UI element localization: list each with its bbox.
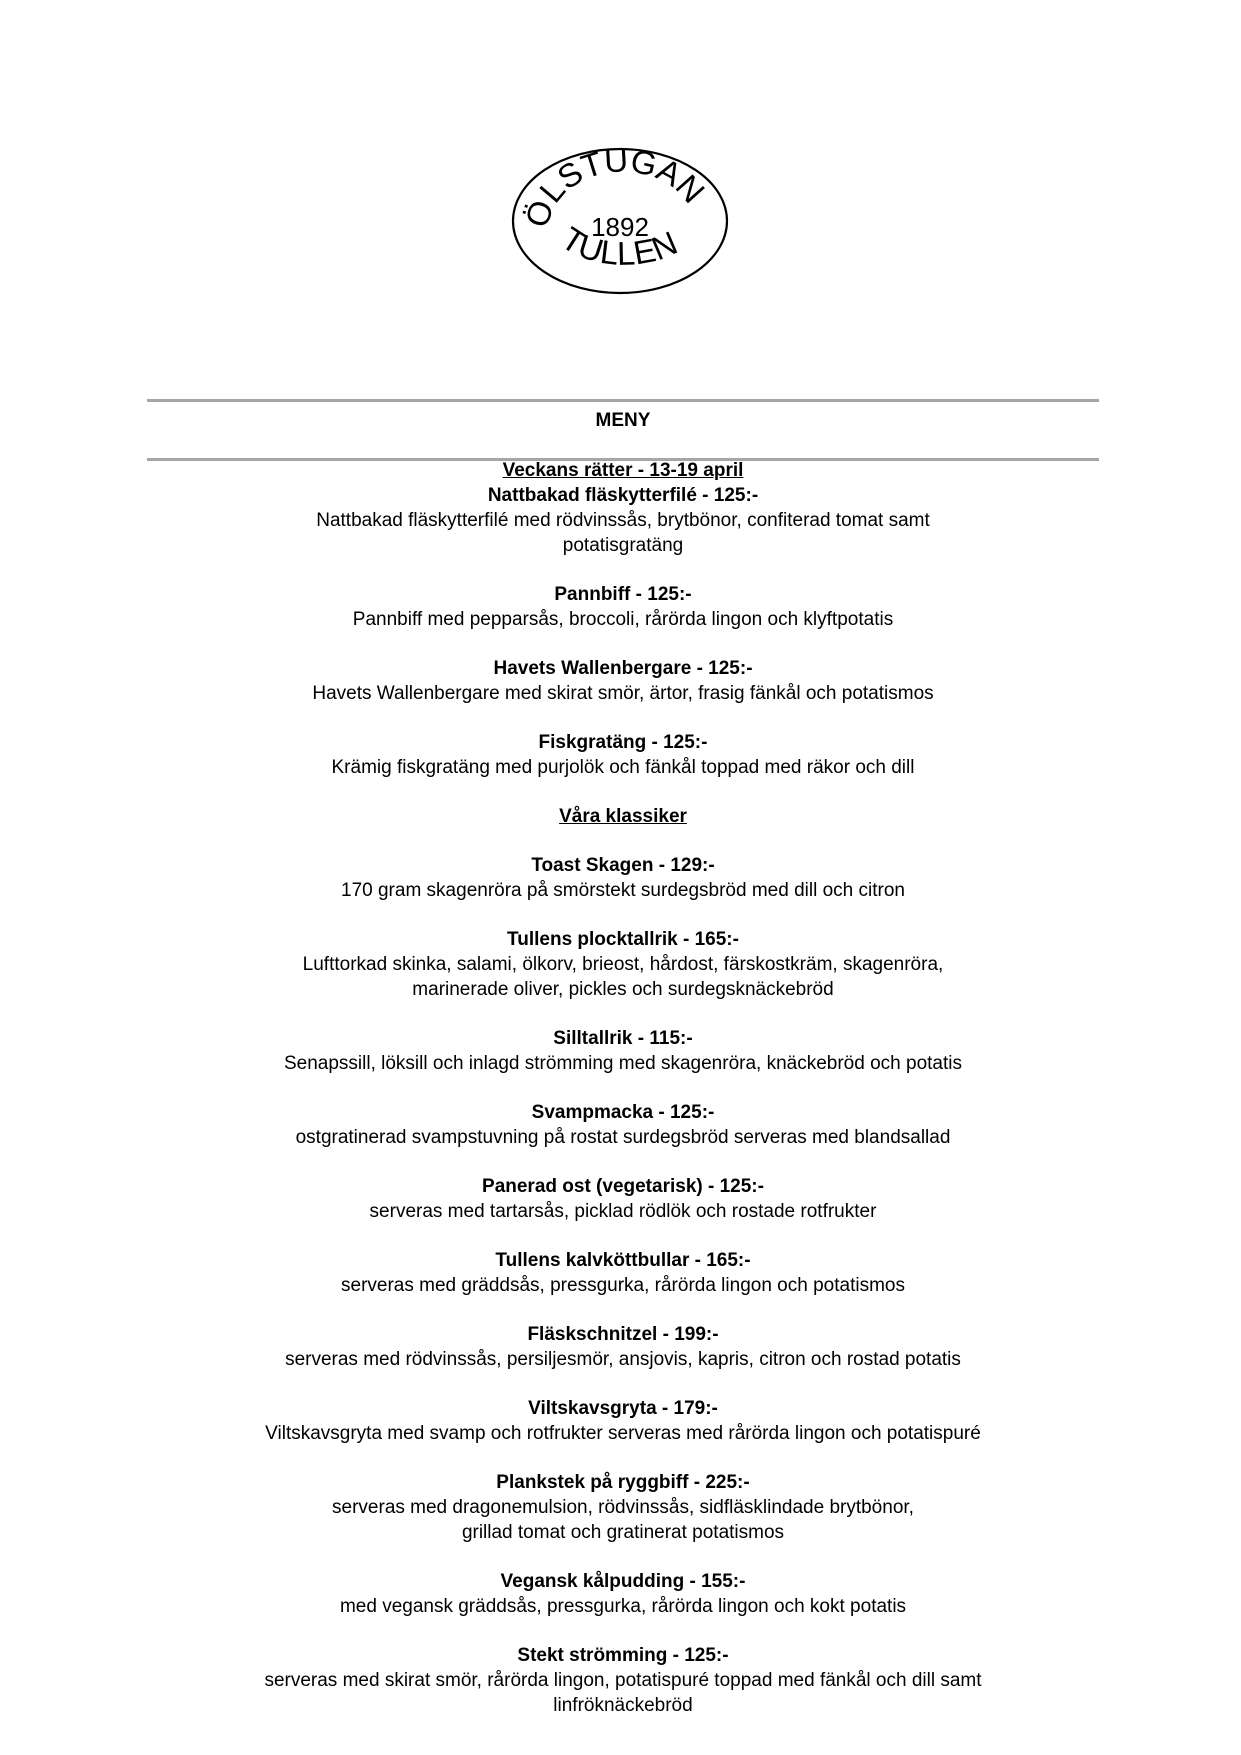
logo: [510, 146, 730, 296]
dish-description: ostgratinerad svampstuvning på rostat surdegsbröd serveras med blandsallad: [295, 1127, 951, 1148]
dish-name: Toast Skagen - 129:-: [531, 855, 715, 876]
spacer: [147, 1446, 1099, 1470]
menu-item: [147, 483, 1099, 582]
menu-item: [147, 1026, 1099, 1100]
spacer: [147, 1076, 1099, 1100]
spacer: [147, 1298, 1099, 1322]
menu-title: MENY: [595, 410, 651, 431]
logo-emblem: [510, 146, 730, 296]
menu-item: [147, 582, 1099, 656]
dish-description: Krämig fiskgratäng med purjolök och fänkål toppad med räkor och dill: [331, 757, 915, 778]
dish-name: Plankstek på ryggbiff - 225:-: [496, 1472, 750, 1493]
menu-item: [147, 1569, 1099, 1643]
menu-item: [147, 1174, 1099, 1248]
spacer: [147, 1545, 1099, 1569]
dish-description: serveras med skirat smör, rårörda lingon, potatispuré toppad med fänkål och dill samt linfröknäckebröd: [264, 1670, 982, 1716]
dish-description: serveras med gräddsås, pressgurka, rårörda lingon och potatismos: [341, 1275, 905, 1296]
spacer: [147, 1224, 1099, 1248]
dish-description: Lufttorkad skinka, salami, ölkorv, brieost, hårdost, färskostkräm, skagenröra, marinerade oliver, pickles och surdegsknäckebröd: [302, 954, 944, 1000]
spacer: [147, 829, 1099, 853]
spacer: [147, 1619, 1099, 1643]
menu-item: [147, 1470, 1099, 1569]
menu-item: [147, 656, 1099, 730]
menu-item: [147, 853, 1099, 927]
spacer: [147, 1718, 1099, 1742]
spacer: [147, 706, 1099, 730]
dish-name: Vegansk kålpudding - 155:-: [500, 1571, 746, 1592]
dish-name: Tullens kalvköttbullar - 165:-: [495, 1250, 751, 1271]
dish-name: Nattbakad fläskytterfilé - 125:-: [487, 485, 759, 506]
menu-item: [147, 1643, 1099, 1742]
classics-section-title: Våra klassiker: [559, 806, 687, 827]
menu-item: [147, 1322, 1099, 1396]
classics-dish-list: [147, 853, 1099, 1742]
menu-item: [147, 730, 1099, 804]
logo-bottom-text: TULLEN: [555, 219, 683, 272]
spacer: [147, 1372, 1099, 1396]
menu-item: [147, 927, 1099, 1026]
dish-description: serveras med rödvinssås, persiljesmör, ansjovis, kapris, citron och rostad potatis: [285, 1349, 961, 1370]
dish-description: Senapssill, löksill och inlagd strömming med skagenröra, knäckebröd och potatis: [283, 1053, 962, 1074]
dish-name: Viltskavsgryta - 179:-: [528, 1398, 718, 1419]
weekly-dish-list: [147, 483, 1099, 804]
dish-name: Havets Wallenbergare - 125:-: [493, 658, 753, 679]
dish-name: Pannbiff - 125:-: [554, 584, 692, 605]
menu-item: [147, 1396, 1099, 1470]
dish-description: Viltskavsgryta med svamp och rotfrukter serveras med rårörda lingon och potatispuré: [265, 1423, 981, 1444]
spacer: [147, 780, 1099, 804]
spacer: [147, 903, 1099, 927]
dish-name: Svampmacka - 125:-: [531, 1102, 715, 1123]
dish-name: Panerad ost (vegetarisk) - 125:-: [482, 1176, 764, 1197]
logo-top-text: ÖLSTUGAN: [517, 146, 713, 232]
dish-name: Stekt strömming - 125:-: [517, 1645, 729, 1666]
dish-description: med vegansk gräddsås, pressgurka, rårörda lingon och kokt potatis: [339, 1596, 907, 1617]
dish-description: serveras med dragonemulsion, rödvinssås, sidfläsklindade brytbönor, grillad tomat och gratinerat potatismos: [332, 1497, 914, 1543]
menu-item: [147, 1248, 1099, 1322]
top-divider: [147, 399, 1099, 402]
dish-description: serveras med tartarsås, picklad rödlök och rostade rotfrukter: [369, 1201, 877, 1222]
spacer: [147, 1150, 1099, 1174]
logo-year: 1892: [591, 212, 649, 242]
dish-name: Silltallrik - 115:-: [553, 1028, 693, 1049]
spacer: [147, 558, 1099, 582]
menu-content: [147, 458, 1099, 1742]
dish-name: Fiskgratäng - 125:-: [538, 732, 708, 753]
spacer: [147, 1002, 1099, 1026]
dish-description: Pannbiff med pepparsås, broccoli, rårörda lingon och klyftpotatis: [352, 609, 894, 630]
dish-description: 170 gram skagenröra på smörstekt surdegsbröd med dill och citron: [341, 880, 905, 901]
menu-item: [147, 1100, 1099, 1174]
dish-description: Havets Wallenbergare med skirat smör, ärtor, frasig fänkål och potatismos: [312, 683, 934, 704]
dish-name: Tullens plocktallrik - 165:-: [507, 929, 739, 950]
weekly-section-title: Veckans rätter - 13-19 april: [502, 460, 744, 481]
dish-description: Nattbakad fläskytterfilé med rödvinssås, brytbönor, confiterad tomat samt potatisgratäng: [316, 510, 930, 556]
spacer: [147, 632, 1099, 656]
dish-name: Fläskschnitzel - 199:-: [527, 1324, 719, 1345]
